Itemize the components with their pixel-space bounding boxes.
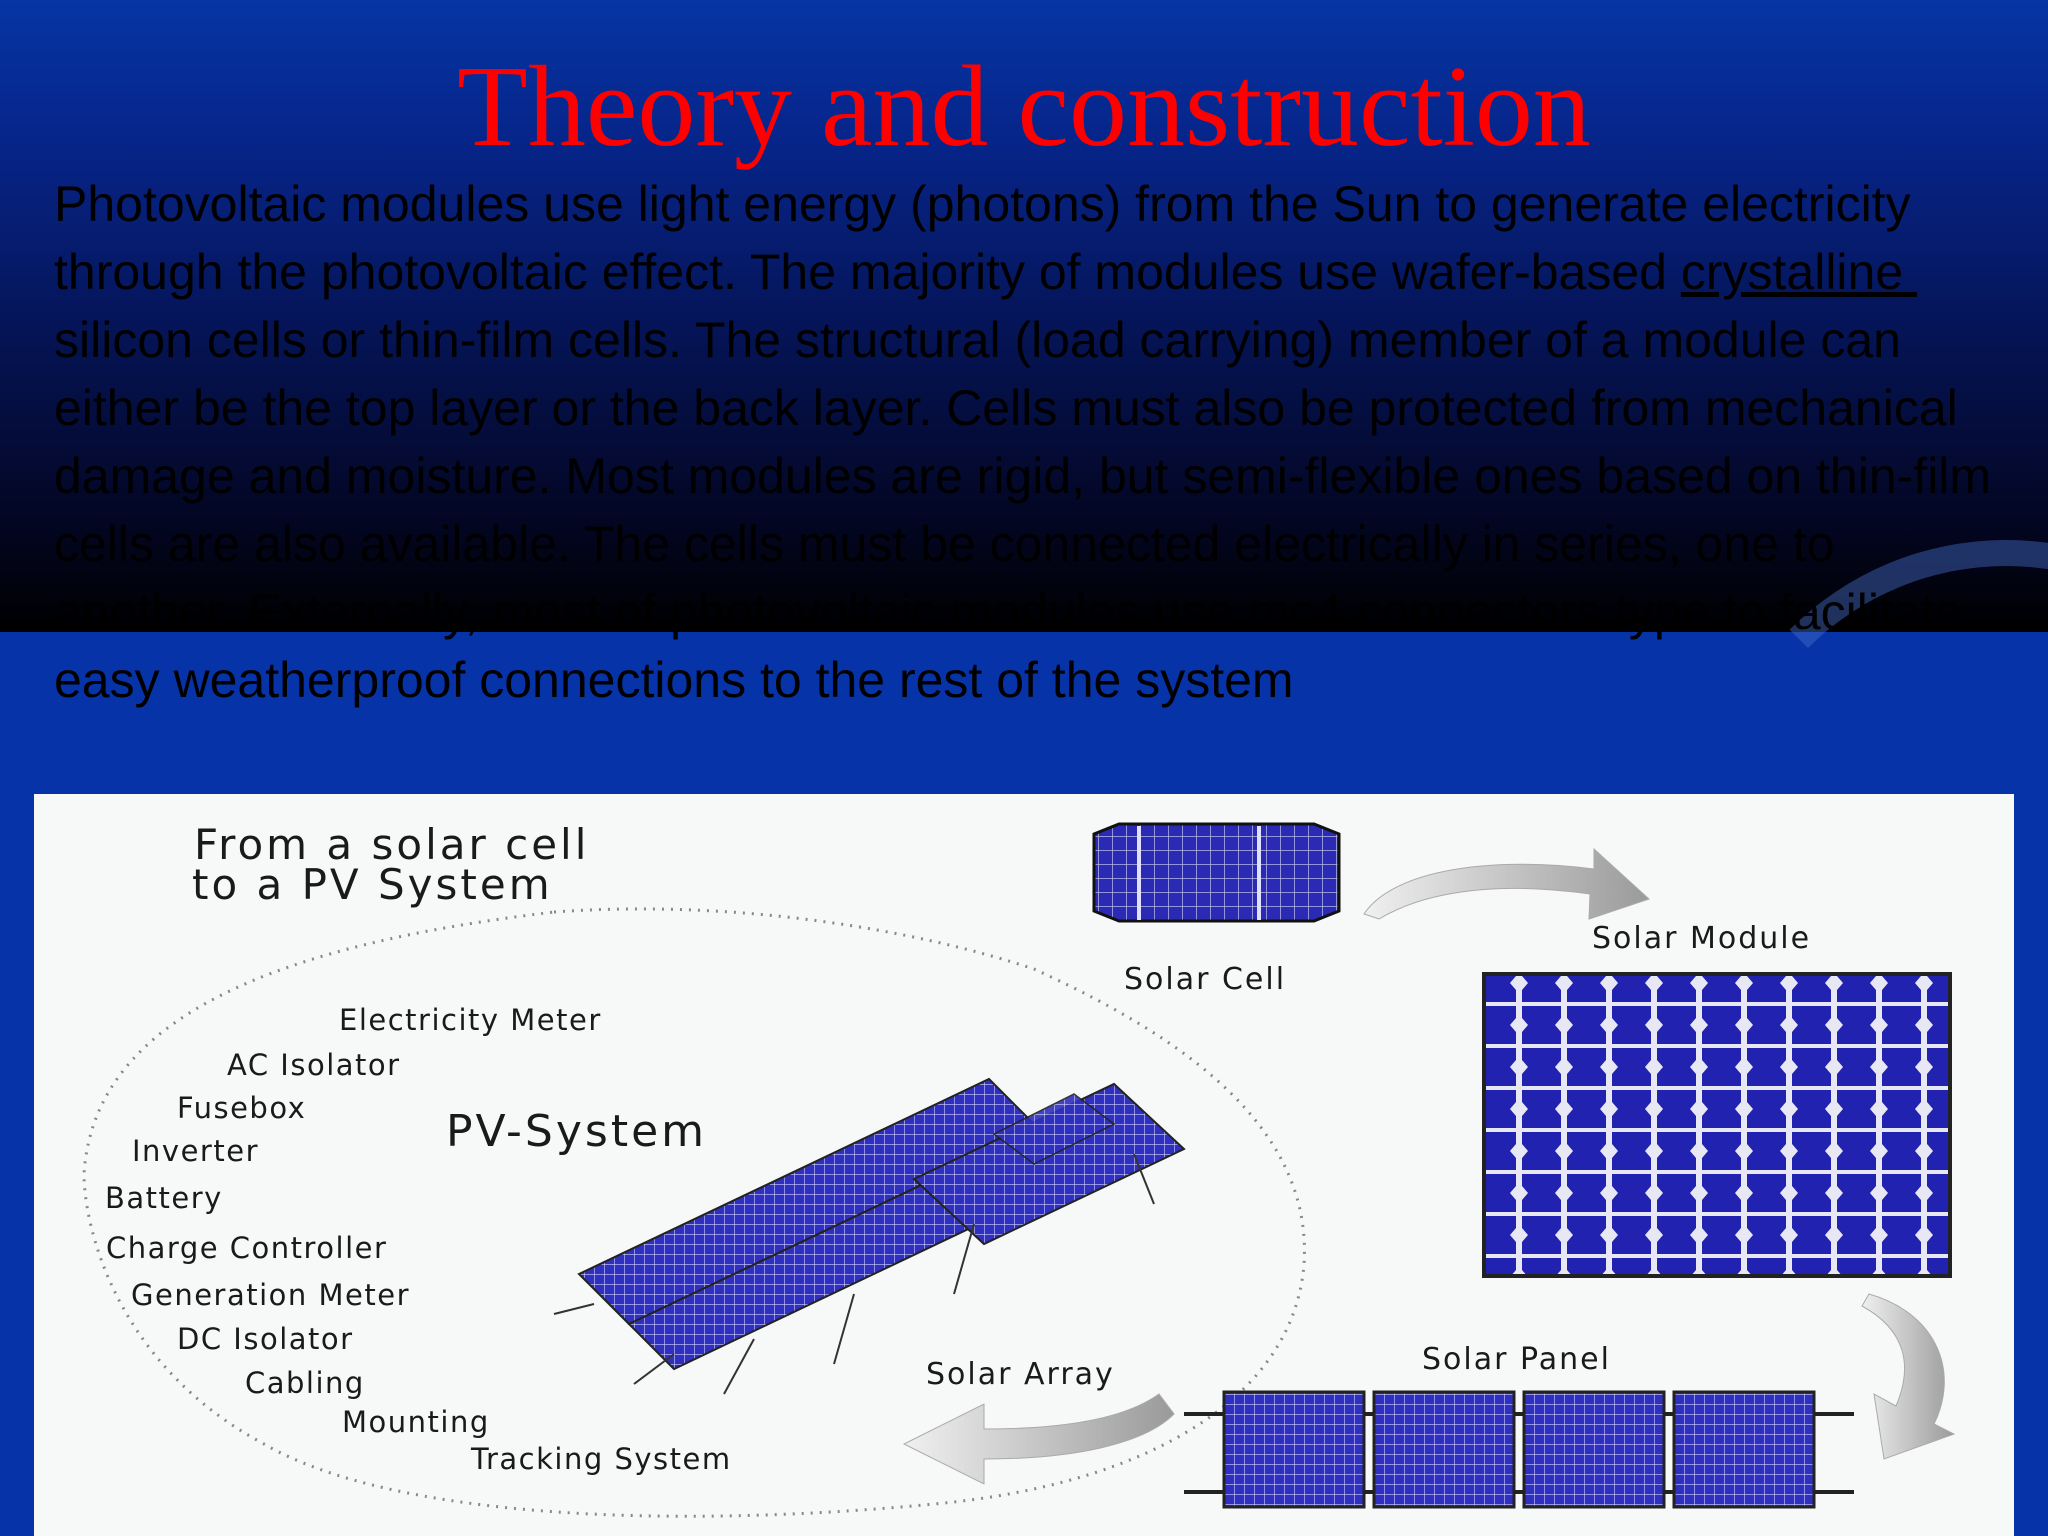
component-label: Electricity Meter bbox=[339, 1003, 602, 1037]
component-label: Charge Controller bbox=[106, 1231, 388, 1265]
component-label: DC Isolator bbox=[177, 1322, 354, 1356]
solar-module-image bbox=[1484, 974, 1950, 1276]
component-label: AC Isolator bbox=[227, 1048, 401, 1082]
component-label: Battery bbox=[105, 1181, 223, 1215]
arrow-cell-to-module-icon bbox=[1364, 849, 1649, 919]
component-label: Mounting bbox=[342, 1405, 490, 1439]
component-label: Tracking System bbox=[471, 1442, 732, 1476]
solar-cell-image bbox=[1094, 824, 1339, 921]
arrow-panel-to-array-icon bbox=[904, 1394, 1174, 1484]
body-paragraph bbox=[54, 170, 2014, 714]
component-label: Generation Meter bbox=[131, 1278, 410, 1312]
solar-module-label: Solar Module bbox=[1592, 921, 1812, 956]
pv-system-figure bbox=[34, 794, 2014, 1536]
figure-heading-line1: From a solar cell bbox=[194, 820, 590, 869]
pv-system-diagram bbox=[34, 794, 2014, 1536]
component-label: Fusebox bbox=[177, 1091, 307, 1125]
solar-panel-label: Solar Panel bbox=[1422, 1342, 1611, 1377]
solar-panel-image bbox=[1184, 1392, 1854, 1507]
component-label: Cabling bbox=[245, 1366, 365, 1400]
pv-system-label: PV-System bbox=[446, 1106, 708, 1157]
component-label: Inverter bbox=[132, 1134, 259, 1168]
crystalline-link[interactable]: crystalline bbox=[1680, 244, 1918, 300]
slide-title: Theory and construction bbox=[457, 43, 1591, 171]
solar-array-label: Solar Array bbox=[926, 1357, 1115, 1392]
body-text-part1: Photovoltaic modules use light energy (photons) from the Sun to generate electricity through the photovoltaic effect. The majority of modules use wafer-based bbox=[54, 176, 1925, 300]
body-text-part2: silicon cells or thin-film cells. The structural (load carrying) member of a module can either be the top layer or the back layer. Cells must also be protected from mechanical damage and moisture. Most modules are rigid, but semi-flexible ones based on thin-film cells are also available. The cells must be connected electrically in series, one to another. Externally, most of photovoltaic modules use mc4 connectors type to facilitate easy weatherproof connections to the rest of the system bbox=[54, 312, 2005, 708]
figure-heading-line2: to a PV System bbox=[192, 860, 553, 909]
solar-cell-label: Solar Cell bbox=[1124, 962, 1287, 997]
arrow-module-to-panel-icon bbox=[1862, 1294, 1954, 1459]
